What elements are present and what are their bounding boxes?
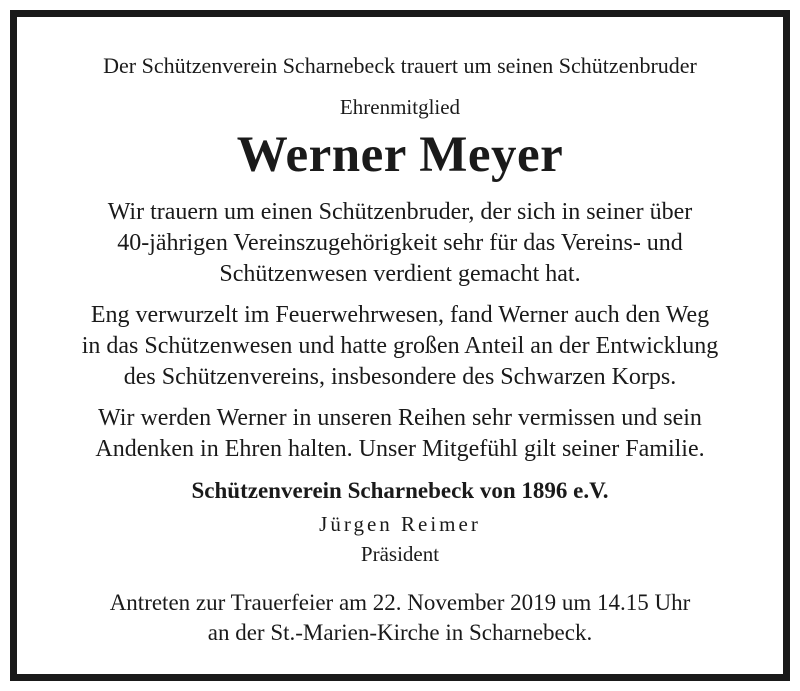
- tribute-paragraph-2: [17, 300, 783, 393]
- paragraph-line: Eng verwurzelt im Feuerwehrwesen, fand Werner auch den Weg: [90, 302, 710, 328]
- announcement-line: an der St.-Marien-Kirche in Scharnebeck.: [207, 620, 593, 645]
- paragraph-line: Andenken in Ehren halten. Unser Mitgefühl gilt seiner Familie.: [95, 436, 705, 462]
- paragraph-line: 40-jährigen Vereinszugehörigkeit sehr für das Vereins- und: [117, 230, 683, 256]
- deceased-name: Werner Meyer: [236, 127, 564, 183]
- paragraph-line: Wir trauern um einen Schützenbruder, der sich in seiner über: [107, 199, 693, 225]
- signature-organization: Schützenverein Scharnebeck von 1896 e.V.: [191, 478, 609, 503]
- paragraph-line: in das Schützenwesen und hatte großen Anteil an der Entwicklung: [81, 333, 719, 359]
- obituary-notice: [17, 17, 783, 674]
- intro-line: Der Schützenverein Scharnebeck trauert um seinen Schützenbruder: [103, 53, 697, 78]
- announcement-line: Antreten zur Trauerfeier am 22. November 2019 um 14.15 Uhr: [109, 590, 691, 615]
- honor-title: Ehrenmitglied: [339, 95, 461, 119]
- paragraph-line: des Schützenvereins, insbesondere des Schwarzen Korps.: [123, 364, 677, 390]
- signature-title: Präsident: [360, 542, 440, 566]
- tribute-paragraph-1: [17, 197, 783, 290]
- funeral-announcement: [17, 588, 783, 648]
- paragraph-line: Wir werden Werner in unseren Reihen sehr vermissen und sein: [98, 405, 702, 431]
- notice-frame: [10, 10, 790, 681]
- paragraph-line: Schützenwesen verdient gemacht hat.: [219, 261, 581, 287]
- signature-person: Jürgen Reimer: [319, 512, 481, 536]
- tribute-paragraph-3: [17, 403, 783, 465]
